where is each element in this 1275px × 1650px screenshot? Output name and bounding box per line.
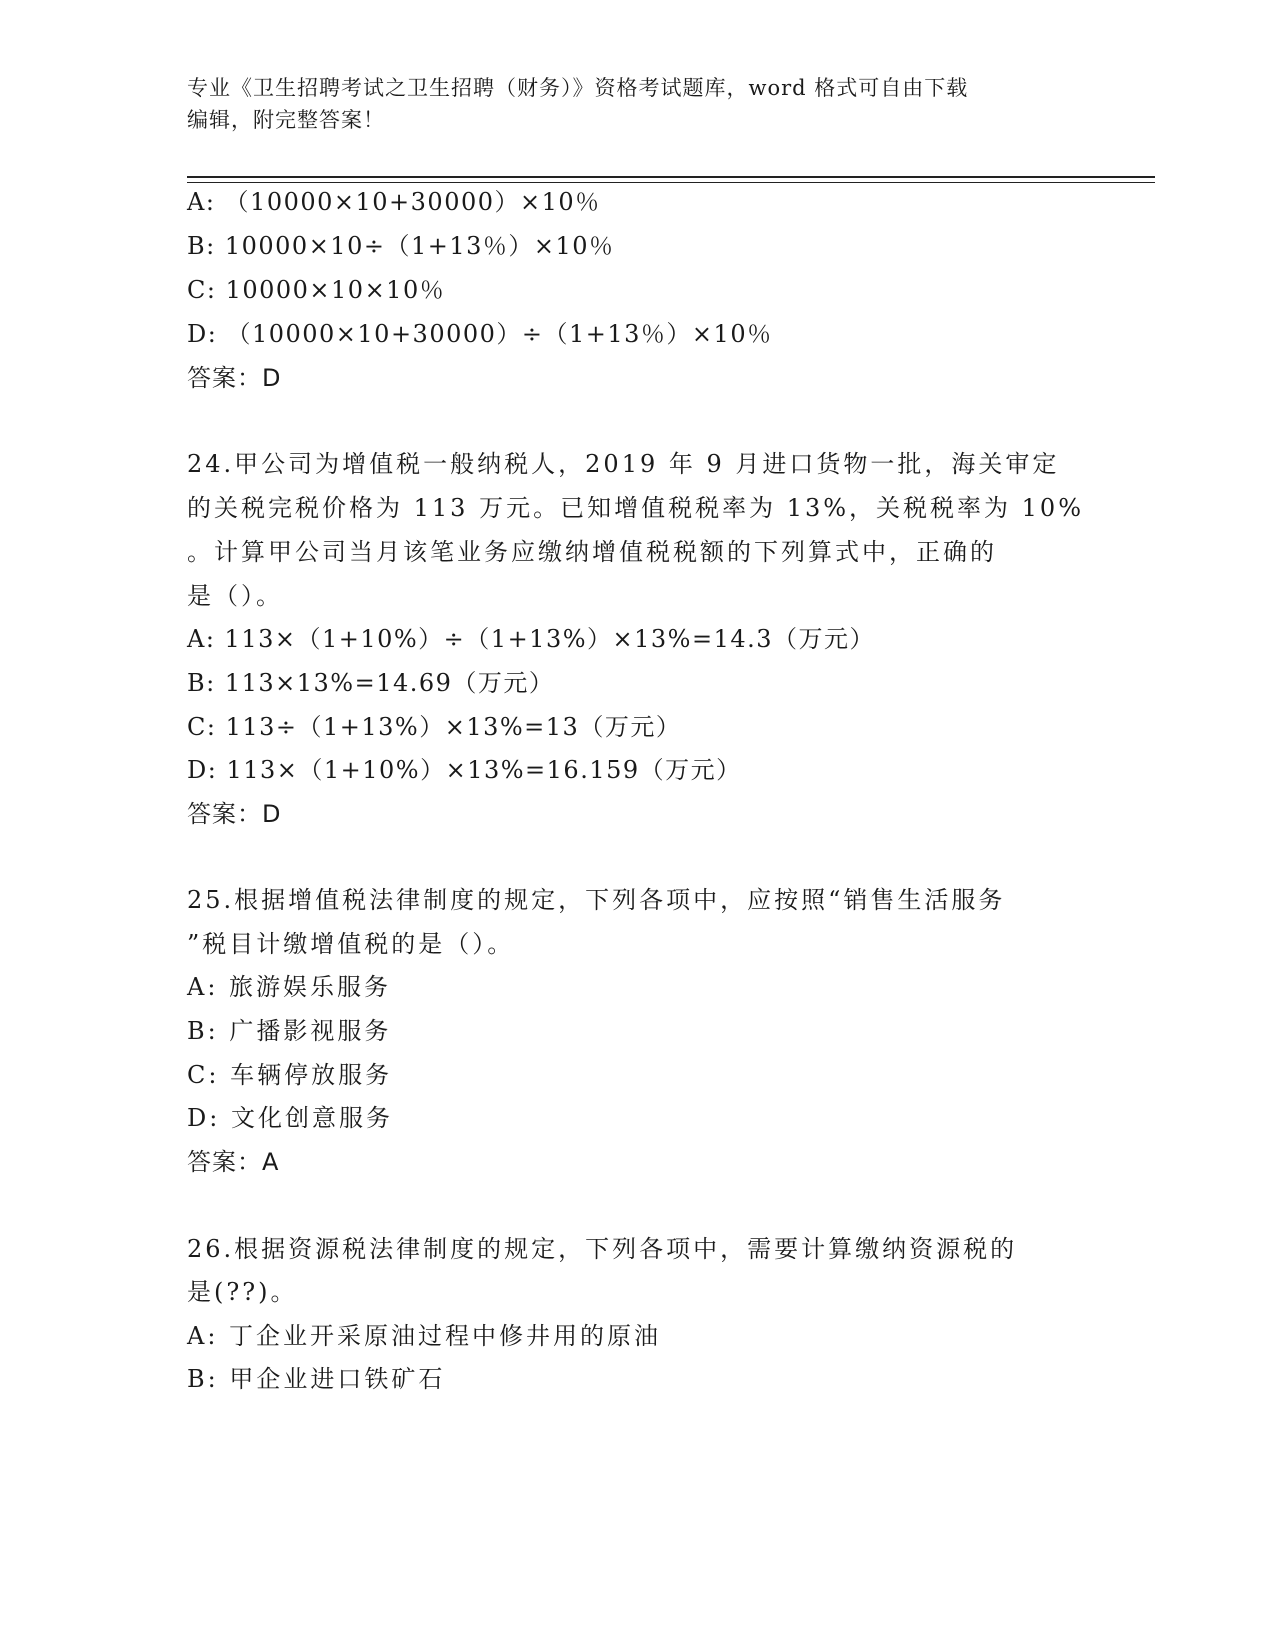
q24-answer: 答案：D — [187, 800, 282, 828]
header-divider-thick — [187, 176, 1155, 178]
q25-option-b: B: 广播影视服务 — [187, 1017, 392, 1045]
q24-option-d: D: 113×（1+10%）×13%=16.159（万元） — [187, 756, 742, 784]
q24-option-a: A: 113×（1+10%）÷（1+13%）×13%=14.3（万元） — [187, 625, 876, 653]
q24-option-b: B: 113×13%=14.69（万元） — [187, 669, 555, 697]
document-header — [187, 72, 1087, 136]
q26-text-line-1: 26.根据资源税法律制度的规定，下列各项中，需要计算缴纳资源税的 — [187, 1235, 1018, 1263]
q26-option-b: B: 甲企业进口铁矿石 — [187, 1365, 446, 1393]
q24-text-line-1: 24.甲公司为增值税一般纳税人，2019 年 9 月进口货物一批，海关审定 — [187, 450, 1060, 478]
q24-option-c: C: 113÷（1+13%）×13%=13（万元） — [187, 713, 682, 741]
q25-option-c: C: 车辆停放服务 — [187, 1061, 393, 1089]
q24-text-line-2: 的关税完税价格为 113 万元。已知增值税税率为 13%，关税税率为 10% — [187, 494, 1085, 522]
q25-text-line-2: ”税目计缴增值税的是（）。 — [187, 930, 515, 958]
q25-option-a: A: 旅游娱乐服务 — [187, 973, 392, 1001]
q24-text-line-3: 。计算甲公司当月该笔业务应缴纳增值税税额的下列算式中，正确的 — [187, 538, 997, 566]
q23-option-b: B: 10000×10÷（1+13％）×10％ — [187, 232, 615, 260]
q23-option-c: C: 10000×10×10％ — [187, 276, 446, 304]
header-divider-thin — [187, 182, 1155, 183]
q23-option-d: D: （10000×10+30000）÷（1+13％）×10％ — [187, 320, 773, 348]
q26-text-line-2: 是(??)。 — [187, 1278, 298, 1306]
q24-text-line-4: 是（）。 — [187, 582, 283, 610]
q25-answer: 答案：A — [187, 1148, 280, 1176]
header-line-1: 专业《卫生招聘考试之卫生招聘（财务）》资格考试题库，word 格式可自由下载 — [187, 76, 969, 100]
header-line-2: 编辑，附完整答案！ — [187, 108, 385, 132]
q23-option-a: A: （10000×10+30000）×10％ — [187, 188, 601, 216]
q23-answer: 答案：D — [187, 364, 282, 392]
q26-option-a: A: 丁企业开采原油过程中修井用的原油 — [187, 1322, 662, 1350]
q25-option-d: D: 文化创意服务 — [187, 1104, 393, 1132]
q25-text-line-1: 25.根据增值税法律制度的规定，下列各项中，应按照“销售生活服务 — [187, 886, 1006, 914]
